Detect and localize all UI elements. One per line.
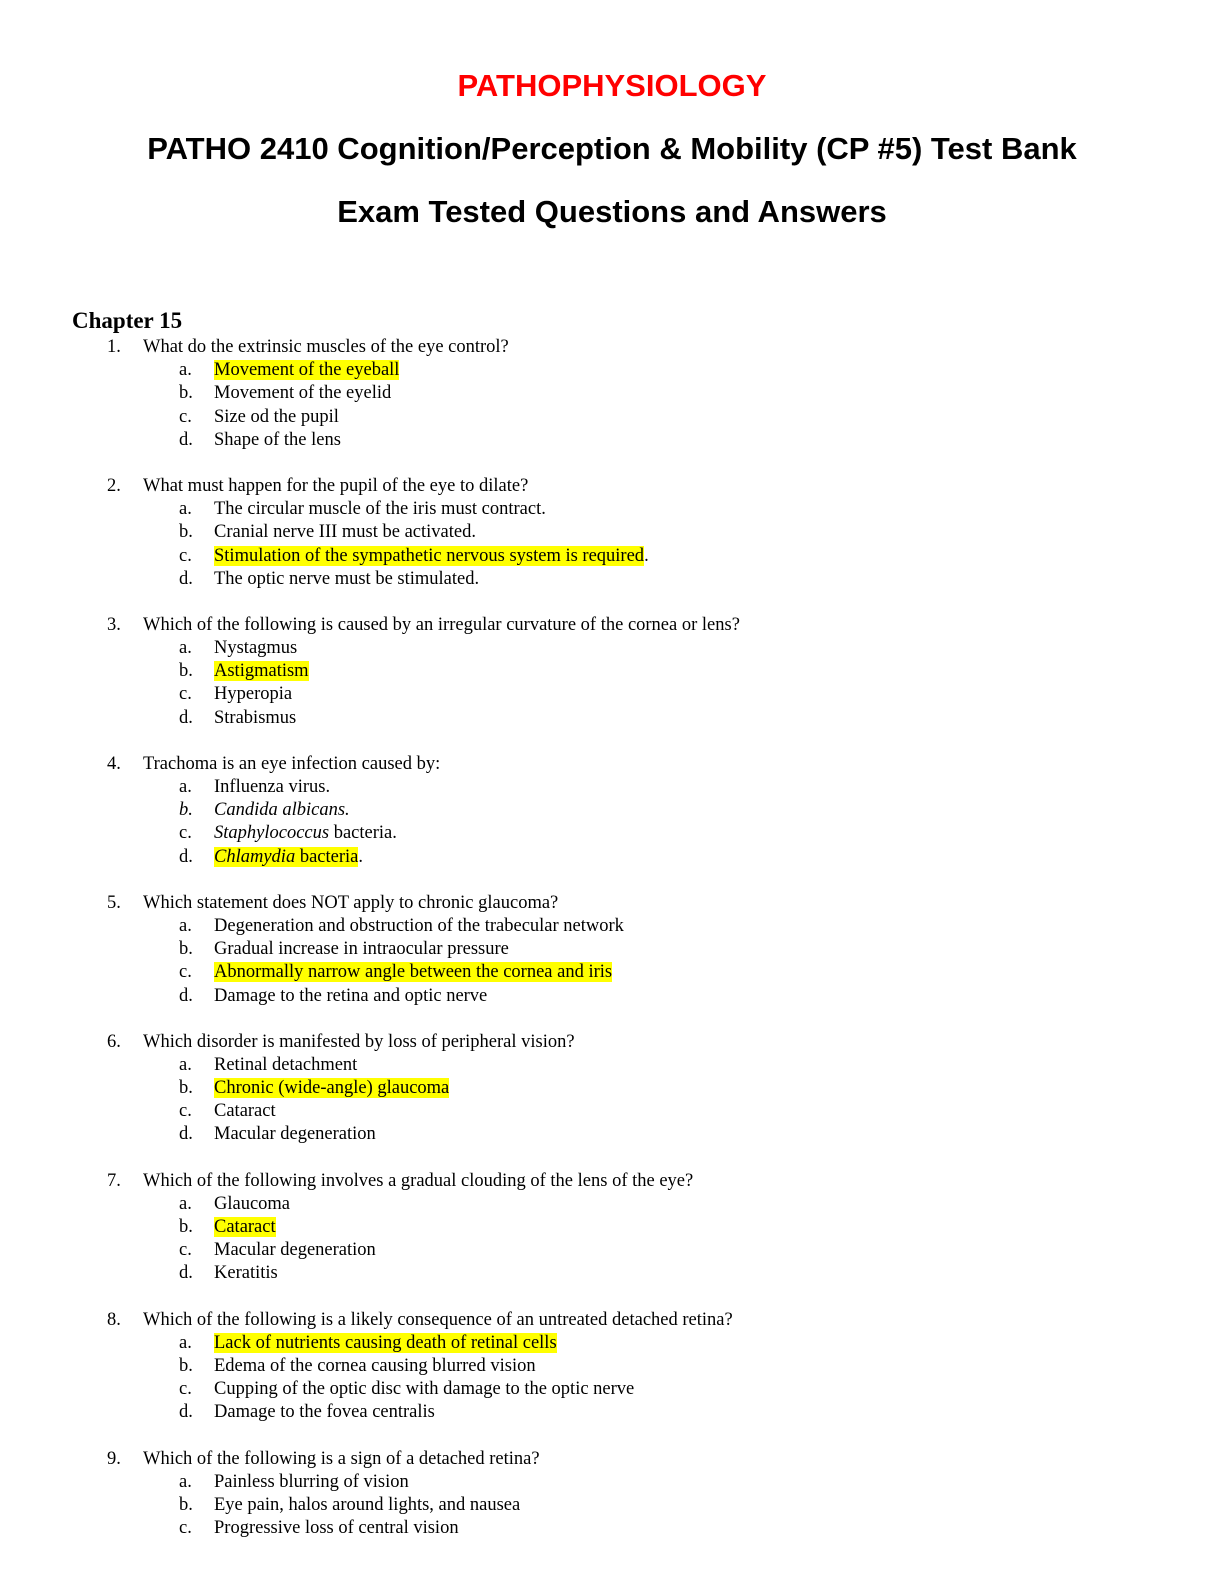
question-item	[0, 1448, 1224, 1541]
correct-answer-highlight	[214, 546, 644, 566]
question-line	[0, 1031, 1224, 1054]
option-text	[214, 521, 476, 544]
option-letter: c.	[179, 1101, 192, 1122]
question-line	[0, 1309, 1224, 1332]
answer-option	[0, 498, 1224, 521]
answer-option	[0, 1262, 1224, 1285]
option-text	[214, 822, 397, 845]
option-text	[214, 683, 292, 706]
option-letter: b.	[179, 383, 193, 404]
option-letter: d.	[179, 985, 193, 1006]
option-letter: a.	[179, 360, 192, 381]
option-body	[214, 1240, 376, 1260]
option-label: Damage to the retina and optic nerve	[214, 985, 488, 1006]
question-text: Trachoma is an eye infection caused by:	[143, 753, 441, 774]
option-letter: b.	[179, 939, 193, 960]
answer-option	[0, 1054, 1224, 1077]
subject-title: PATHOPHYSIOLOGY	[457, 68, 767, 103]
option-text	[214, 915, 624, 938]
question-item	[0, 614, 1224, 730]
option-body	[214, 684, 292, 704]
question-item	[0, 475, 1224, 591]
option-letter: c.	[179, 823, 192, 844]
question-text: Which of the following is a likely consequence of an untreated detached retina?	[143, 1309, 733, 1330]
answer-option	[0, 359, 1224, 382]
option-body	[214, 986, 487, 1006]
option-body	[214, 1379, 634, 1399]
question-item	[0, 892, 1224, 1008]
option-body	[214, 708, 296, 728]
option-letter: a.	[179, 1193, 192, 1214]
correct-answer-highlight	[214, 847, 358, 867]
option-body	[214, 777, 330, 797]
option-body	[214, 1402, 435, 1422]
option-label: Keratitis	[214, 1263, 278, 1284]
option-text	[214, 1193, 290, 1216]
option-letter: d.	[179, 568, 193, 589]
option-text	[214, 1123, 376, 1146]
answer-option	[0, 1517, 1224, 1540]
option-letter: a.	[179, 915, 192, 936]
answer-option	[0, 985, 1224, 1008]
option-label: Damage to the fovea centralis	[214, 1402, 435, 1423]
option-body	[214, 1194, 290, 1214]
option-letter: d.	[179, 846, 193, 867]
correct-answer-highlight	[214, 360, 399, 380]
answer-option	[0, 1077, 1224, 1100]
option-letter: a.	[179, 499, 192, 520]
option-label: Movement of the eyeball	[214, 360, 400, 381]
option-label: Chronic (wide-angle) glaucoma	[214, 1078, 450, 1099]
option-letter: b.	[179, 522, 193, 543]
option-label: Cataract	[214, 1101, 276, 1122]
answer-option	[0, 429, 1224, 452]
option-body	[214, 939, 509, 959]
answer-option	[0, 1123, 1224, 1146]
question-line	[0, 336, 1224, 359]
answer-option	[0, 660, 1224, 683]
option-text	[214, 985, 487, 1008]
question-item	[0, 1031, 1224, 1147]
option-body	[214, 1472, 409, 1492]
question-item	[0, 1309, 1224, 1425]
option-text	[214, 498, 546, 521]
option-text	[214, 846, 363, 869]
option-italic-text: Chlamydia	[214, 846, 296, 867]
question-number: 4.	[107, 753, 121, 774]
option-label: Strabismus	[214, 707, 297, 728]
option-letter: b.	[179, 800, 193, 821]
option-label: Retinal detachment	[214, 1054, 358, 1075]
option-text	[214, 1332, 557, 1355]
option-letter: b.	[179, 1355, 193, 1376]
option-label: Edema of the cornea causing blurred vision	[214, 1355, 536, 1376]
question-line	[0, 892, 1224, 915]
option-label: bacteria	[295, 846, 359, 867]
answer-option	[0, 915, 1224, 938]
question-text: Which of the following is caused by an irregular curvature of the cornea or lens?	[143, 614, 740, 635]
question-item	[0, 336, 1224, 452]
option-body	[214, 916, 624, 936]
option-label: Size od the pupil	[214, 406, 339, 427]
option-letter: a.	[179, 1332, 192, 1353]
answer-option	[0, 1332, 1224, 1355]
option-letter: c.	[179, 406, 192, 427]
answer-option	[0, 961, 1224, 984]
question-text: What do the extrinsic muscles of the eye control?	[143, 337, 509, 357]
option-letter: a.	[179, 1054, 192, 1075]
option-label: bacteria.	[329, 823, 397, 844]
option-label: Cranial nerve III must be activated.	[214, 522, 476, 543]
option-text	[214, 1100, 276, 1123]
option-label: Cataract	[214, 1217, 276, 1237]
option-label: Nystagmus	[214, 638, 298, 659]
option-label: Painless blurring of vision	[214, 1471, 409, 1492]
answer-option	[0, 799, 1224, 822]
option-body	[214, 569, 479, 589]
option-text	[214, 429, 341, 452]
chapter-heading: Chapter 15	[72, 308, 183, 333]
question-number: 6.	[107, 1031, 121, 1052]
option-body	[214, 522, 476, 542]
answer-option	[0, 822, 1224, 845]
answer-option	[0, 707, 1224, 730]
option-letter: d.	[179, 707, 193, 728]
option-text	[214, 1262, 278, 1285]
question-line	[0, 1170, 1224, 1193]
option-letter: c.	[179, 962, 192, 983]
option-label: Macular degeneration	[214, 1240, 376, 1261]
option-letter: b.	[179, 1494, 193, 1515]
option-body	[214, 1055, 357, 1075]
option-label: Influenza virus.	[214, 777, 331, 797]
option-letter: a.	[179, 638, 192, 659]
option-letter: a.	[179, 777, 192, 797]
option-body	[214, 1356, 536, 1376]
option-label: Cupping of the optic disc with damage to the optic nerve	[214, 1379, 635, 1400]
option-label: Progressive loss of central vision	[214, 1518, 459, 1539]
option-text	[214, 707, 296, 730]
option-body	[214, 383, 391, 403]
answer-option	[0, 1193, 1224, 1216]
question-list	[0, 336, 1224, 1563]
question-number: 1.	[107, 337, 121, 357]
option-body	[214, 638, 297, 658]
option-text	[214, 1471, 409, 1494]
answer-option	[0, 683, 1224, 706]
question-number: 5.	[107, 892, 121, 913]
option-text	[214, 1378, 634, 1401]
option-label: Eye pain, halos around lights, and nausea	[214, 1494, 521, 1515]
option-trailing-punct: .	[644, 545, 649, 566]
question-number: 8.	[107, 1309, 121, 1330]
answer-option	[0, 1494, 1224, 1517]
option-label: Shape of the lens	[214, 429, 341, 450]
question-text: Which of the following involves a gradual clouding of the lens of the eye?	[143, 1170, 694, 1191]
option-body	[214, 1101, 276, 1121]
answer-option	[0, 637, 1224, 660]
answer-option	[0, 1239, 1224, 1262]
option-label: The circular muscle of the iris must contract.	[214, 499, 546, 520]
answer-option	[0, 776, 1224, 799]
option-body	[214, 499, 546, 519]
question-line	[0, 1448, 1224, 1471]
option-label: Abnormally narrow angle between the cornea and iris	[214, 962, 613, 983]
question-item	[0, 1170, 1224, 1286]
question-item	[0, 753, 1224, 869]
option-text	[214, 545, 649, 568]
option-label: Astigmatism	[214, 661, 309, 682]
option-letter: c.	[179, 684, 192, 705]
answer-option	[0, 1471, 1224, 1494]
option-letter: d.	[179, 1402, 193, 1423]
option-text	[214, 1401, 435, 1424]
option-body	[214, 1124, 376, 1144]
option-label: Movement of the eyelid	[214, 383, 392, 404]
question-line	[0, 614, 1224, 637]
option-text	[214, 961, 612, 984]
option-letter: c.	[179, 1518, 192, 1539]
option-letter: c.	[179, 1379, 192, 1400]
option-body	[214, 823, 397, 843]
option-letter: c.	[179, 545, 192, 566]
option-body	[214, 1495, 520, 1515]
option-text	[214, 1355, 536, 1378]
question-text: Which statement does NOT apply to chronic glaucoma?	[143, 892, 559, 913]
option-letter: b.	[179, 1078, 193, 1099]
option-text	[214, 776, 330, 799]
option-letter: d.	[179, 1124, 193, 1145]
option-label: Stimulation of the sympathetic nervous system is required	[214, 545, 645, 566]
question-text: Which disorder is manifested by loss of peripheral vision?	[143, 1031, 575, 1052]
option-label: Macular degeneration	[214, 1124, 376, 1145]
question-text: Which of the following is a sign of a detached retina?	[143, 1448, 540, 1469]
answer-option	[0, 1216, 1224, 1239]
answer-option	[0, 545, 1224, 568]
option-label: Glaucoma	[214, 1193, 291, 1214]
option-label: Gradual increase in intraocular pressure	[214, 939, 509, 960]
option-text	[214, 382, 391, 405]
option-letter: a.	[179, 1471, 192, 1492]
option-text	[214, 637, 297, 660]
question-number: 9.	[107, 1448, 121, 1469]
option-body	[214, 1518, 459, 1538]
option-text	[214, 1517, 459, 1540]
option-letter: d.	[179, 1263, 193, 1284]
option-italic-text: Candida albicans.	[214, 800, 350, 821]
option-text	[214, 799, 350, 822]
option-letter: d.	[179, 429, 193, 450]
option-trailing-punct: .	[358, 846, 363, 867]
document-subtitle: Exam Tested Questions and Answers	[337, 194, 887, 229]
option-body	[214, 1263, 278, 1283]
option-italic-text: Staphylococcus	[214, 823, 330, 844]
answer-option	[0, 406, 1224, 429]
option-label: Degeneration and obstruction of the trabecular network	[214, 915, 624, 936]
option-letter: b.	[179, 661, 193, 682]
option-label: Lack of nutrients causing death of retinal cells	[214, 1332, 557, 1353]
option-body	[214, 430, 341, 450]
question-number: 3.	[107, 614, 121, 635]
correct-answer-highlight	[214, 1333, 557, 1353]
option-text	[214, 1054, 357, 1077]
option-text	[214, 406, 339, 429]
correct-answer-highlight	[214, 962, 612, 982]
question-line	[0, 753, 1224, 776]
option-body	[214, 407, 339, 427]
answer-option	[0, 382, 1224, 405]
answer-option	[0, 568, 1224, 591]
answer-option	[0, 1401, 1224, 1424]
question-number: 2.	[107, 475, 121, 496]
answer-option	[0, 1378, 1224, 1401]
option-body	[214, 800, 350, 820]
correct-answer-highlight	[214, 1078, 449, 1098]
option-text	[214, 938, 509, 961]
option-label: The optic nerve must be stimulated.	[214, 568, 480, 589]
answer-option	[0, 1100, 1224, 1123]
option-text	[214, 1239, 376, 1262]
question-text: What must happen for the pupil of the eye to dilate?	[143, 475, 529, 496]
option-text	[214, 1216, 276, 1239]
answer-option	[0, 938, 1224, 961]
option-text	[214, 1494, 520, 1517]
correct-answer-highlight	[214, 661, 309, 681]
answer-option	[0, 846, 1224, 869]
option-text	[214, 568, 479, 591]
correct-answer-highlight	[214, 1217, 276, 1237]
option-label: Hyperopia	[214, 684, 293, 705]
option-text	[214, 1077, 449, 1100]
question-line	[0, 475, 1224, 498]
option-text	[214, 660, 309, 683]
answer-option	[0, 1355, 1224, 1378]
option-text	[214, 359, 399, 382]
course-title: PATHO 2410 Cognition/Perception & Mobility (CP #5) Test Bank	[147, 131, 1077, 166]
option-letter: b.	[179, 1217, 193, 1237]
question-number: 7.	[107, 1170, 121, 1191]
answer-option	[0, 521, 1224, 544]
option-letter: c.	[179, 1240, 192, 1261]
